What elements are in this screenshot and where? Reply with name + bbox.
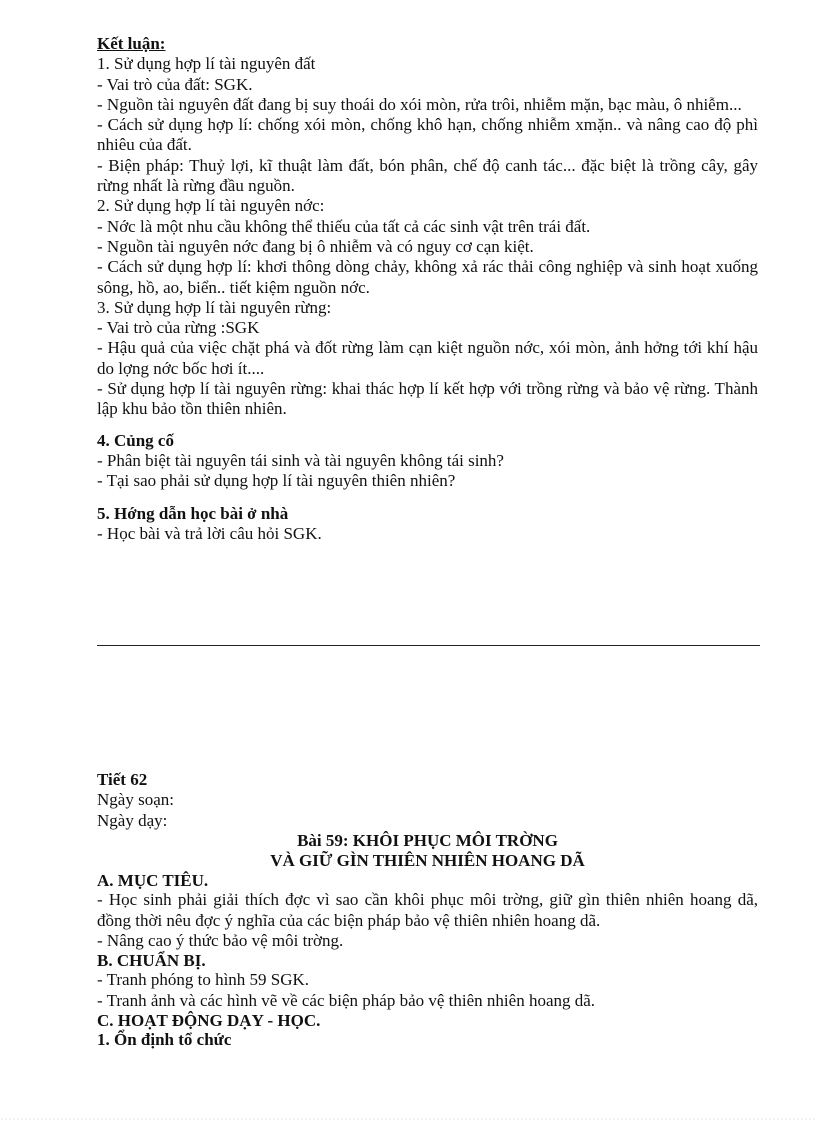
objective-item-1: - Học sinh phải giải thích đợc vì sao cần khôi phục môi trờng, giữ gìn thiên nhiên hoang dã, đồng thời nêu đợc ý nghĩa của các biện pháp bảo vệ thiên nhiên hoang dã. — [97, 890, 758, 930]
page-top — [97, 34, 758, 544]
page-divider — [97, 645, 760, 646]
objectives-heading: A. MỤC TIÊU. — [97, 871, 209, 891]
activity-1-heading: 1. Ổn định tổ chức — [97, 1029, 232, 1049]
forest-consequences: - Hậu quả của việc chặt phá và đốt rừng làm cạn kiệt nguồn nớc, xói mòn, ảnh hởng tới khí hậu do lợng nớc bốc hơi ít.... — [97, 338, 758, 378]
lesson-title-line-1: Bài 59: KHÔI PHỤC MÔI TRỜNG — [297, 830, 558, 850]
activities-heading: C. HOẠT ĐỘNG DẠY - HỌC. — [97, 1010, 321, 1030]
forest-role: - Vai trò của rừng :SGK — [97, 318, 260, 338]
prep-date-label: Ngày soạn: — [97, 790, 174, 810]
lesson-period: Tiết 62 — [97, 770, 148, 789]
soil-degradation: - Nguồn tài nguyên đất đang bị suy thoái do xói mòn, rửa trôi, nhiễm mặn, bạc màu, ô nhiễm... — [97, 94, 742, 114]
objective-item-2: - Nâng cao ý thức bảo vệ môi trờng. — [97, 931, 344, 951]
conclusion-heading: Kết luận: — [97, 34, 166, 53]
water-heading: 2. Sử dụng hợp lí tài nguyên nớc: — [97, 196, 325, 216]
lesson-title-line-2: VÀ GIỮ GÌN THIÊN NHIÊN HOANG DÃ — [270, 851, 585, 871]
preparation-item-1: - Tranh phóng to hình 59 SGK. — [97, 970, 310, 990]
homework-heading: 5. Hớng dẫn học bài ở nhà — [97, 503, 289, 523]
forest-usage: - Sử dụng hợp lí tài nguyên rừng: khai thác hợp lí kết hợp với trồng rừng và bảo vệ rừng. Thành lập khu bảo tồn thiên nhiên. — [97, 379, 758, 419]
teach-date-label: Ngày dạy: — [97, 810, 168, 830]
review-heading: 4. Củng cố — [97, 430, 174, 450]
page-lesson — [97, 770, 758, 1049]
forest-heading: 3. Sử dụng hợp lí tài nguyên rừng: — [97, 297, 332, 317]
water-pollution: - Nguồn tài nguyên nớc đang bị ô nhiễm và có nguy cơ cạn kiệt. — [97, 236, 534, 256]
soil-measures: - Biện pháp: Thuỷ lợi, kĩ thuật làm đất, bón phân, chế độ canh tác... đặc biệt là trồng cây, gây rừng nhất là rừng đầu nguồn. — [97, 155, 758, 196]
soil-heading: 1. Sử dụng hợp lí tài nguyên đất — [97, 54, 316, 74]
water-usage: - Cách sử dụng hợp lí: khơi thông dòng chảy, không xả rác thải công nghiệp và sinh hoạt xuống sông, hồ, ao, biển.. tiết kiệm nguồn nớc. — [97, 257, 758, 297]
soil-usage: - Cách sử dụng hợp lí: chống xói mòn, chống khô hạn, chống nhiễm xmặn.. và nâng cao độ phì nhiêu của đất. — [97, 115, 758, 155]
review-question-1: - Phân biệt tài nguyên tái sinh và tài nguyên không tái sinh? — [97, 450, 504, 470]
homework-item: - Học bài và trả lời câu hỏi SGK. — [97, 523, 322, 543]
soil-role: - Vai trò của đất: SGK. — [97, 74, 253, 94]
bottom-dotted-edge — [0, 1118, 816, 1120]
water-need: - Nớc là một nhu cầu không thể thiếu của tất cả các sinh vật trên trái đất. — [97, 216, 591, 236]
preparation-heading: B. CHUẨN BỊ. — [97, 951, 206, 971]
review-question-2: - Tại sao phải sử dụng hợp lí tài nguyên thiên nhiên? — [97, 471, 456, 491]
preparation-item-2: - Tranh ảnh và các hình vẽ về các biện pháp bảo vệ thiên nhiên hoang dã. — [97, 990, 596, 1010]
